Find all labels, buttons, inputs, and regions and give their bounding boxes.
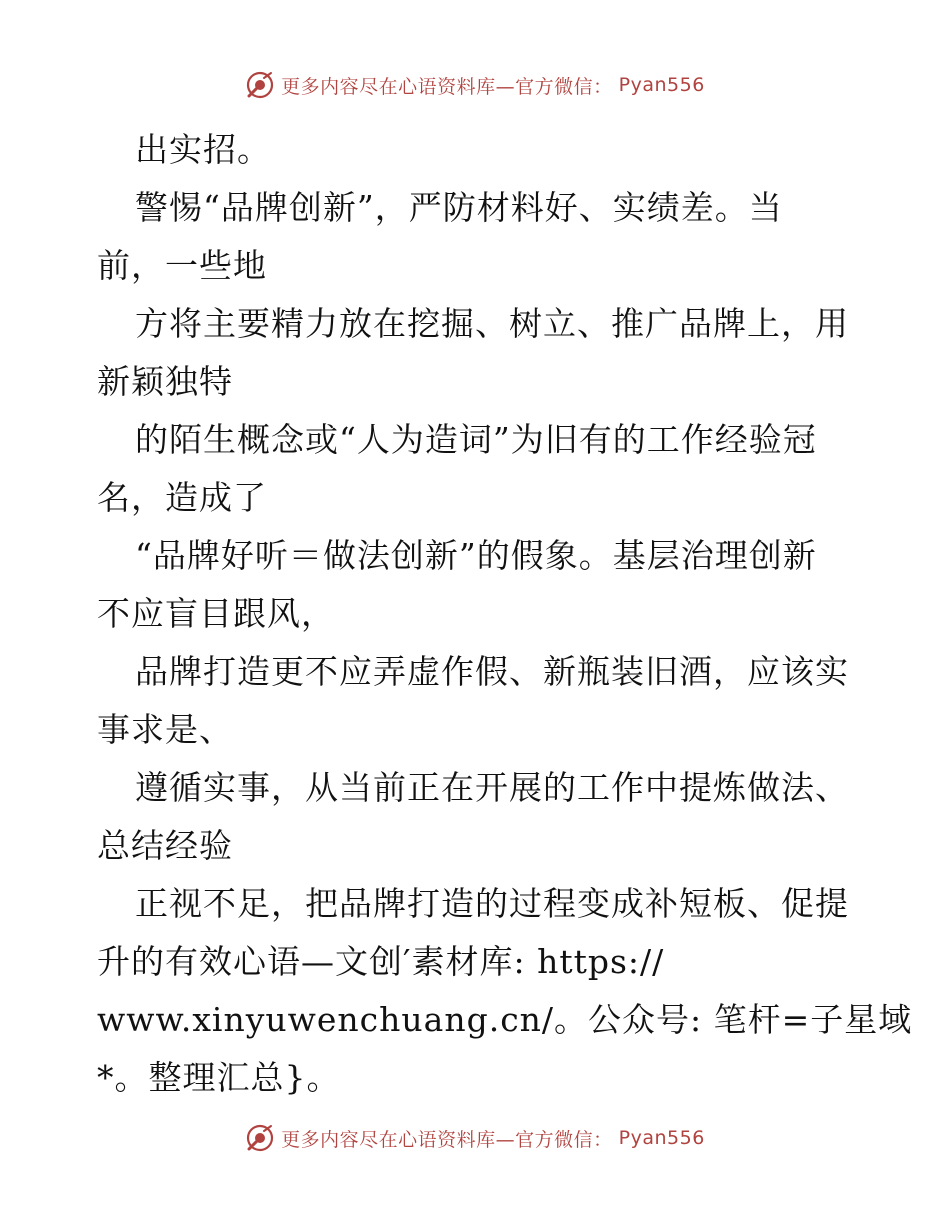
pen-logo-icon	[245, 1123, 275, 1153]
header-banner-text: 更多内容尽在心语资料库—官方微信：	[281, 75, 613, 98]
body-line: 升的有效心语—文创′素材库: https://	[97, 942, 665, 981]
body-line: 事求是、	[97, 710, 233, 749]
pen-logo-icon	[245, 70, 275, 100]
document-body	[97, 121, 913, 1107]
footer-banner	[0, 1123, 950, 1153]
body-line: 前，一些地	[97, 246, 267, 285]
body-line: 品牌打造更不应弄虚作假、新瓶装旧酒，应该实	[135, 652, 849, 691]
header-banner-wechat-id: Pyan556	[618, 74, 705, 96]
body-line: 名，造成了	[97, 478, 267, 517]
body-line: 新颖独特	[97, 362, 233, 401]
body-line: *。整理汇总}。	[97, 1058, 341, 1097]
body-line: “品牌好听＝做法创新”的假象。基层治理创新	[135, 536, 817, 575]
footer-banner-text: 更多内容尽在心语资料库—官方微信：	[281, 1128, 613, 1151]
body-line: 警惕“品牌创新”，严防材料好、实绩差。当	[135, 188, 783, 227]
footer-banner-wechat-id: Pyan556	[618, 1127, 705, 1149]
body-line: 的陌生概念或“人为造词”为旧有的工作经验冠	[135, 420, 817, 459]
body-line: 方将主要精力放在挖掘、树立、推广品牌上，用	[135, 304, 849, 343]
body-line: 正视不足，把品牌打造的过程变成补短板、促提	[135, 884, 849, 923]
body-line: www.xinyuwenchuang.cn/。公众号: 笔杆=子星域	[97, 1000, 913, 1039]
body-line: 出实招。	[135, 130, 271, 169]
body-line: 总结经验	[97, 826, 233, 865]
body-line: 遵循实事，从当前正在开展的工作中提炼做法、	[135, 768, 849, 807]
header-banner	[0, 70, 950, 100]
body-line: 不应盲目跟风，	[97, 594, 335, 633]
